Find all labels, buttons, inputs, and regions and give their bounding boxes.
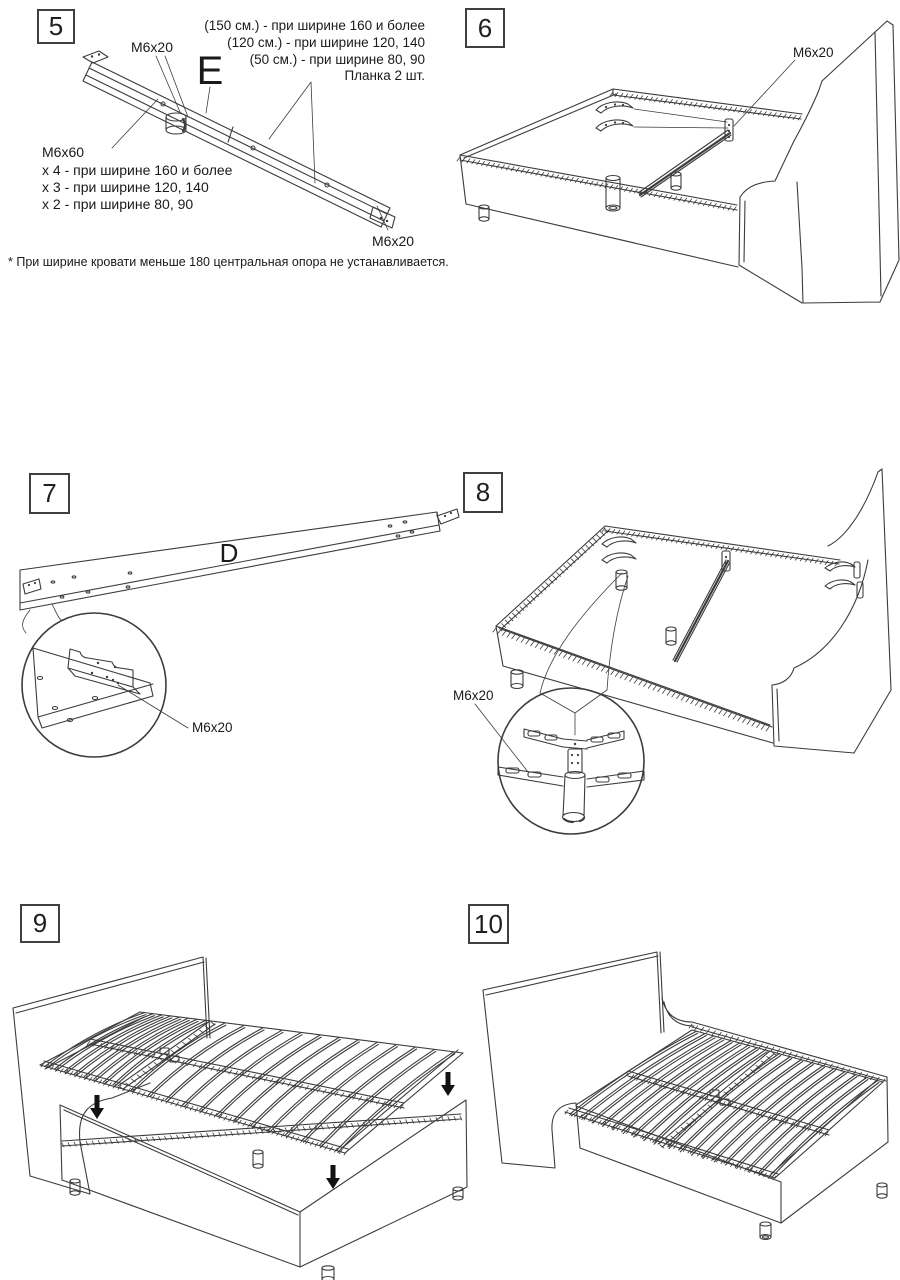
step-9-number: 9 xyxy=(32,908,48,938)
leader-line xyxy=(475,704,528,772)
part-letter-e: E xyxy=(196,49,224,93)
upper-cross-planks xyxy=(524,729,624,749)
hardware-label-m6x20: M6x20 xyxy=(453,688,494,703)
corner-brackets-right xyxy=(825,562,863,598)
center-leg-assembly xyxy=(563,749,586,822)
plank-end-bracket-left xyxy=(23,579,41,594)
exploded-brackets xyxy=(596,102,728,211)
step-7-number: 7 xyxy=(42,478,57,508)
step-7-badge xyxy=(29,473,70,514)
box-center-leg xyxy=(253,1150,263,1168)
bolt-spec-title: M6x60 xyxy=(42,144,85,160)
headboard-fin xyxy=(772,469,891,690)
callout-lines xyxy=(540,573,628,693)
plank-count-label: Планка 2 шт. xyxy=(344,68,425,83)
step-10-badge xyxy=(468,904,509,944)
bolt-spec-1: х 4 - при ширине 160 и более xyxy=(42,162,233,178)
rail-end-bracket-left xyxy=(83,51,108,63)
slat-base xyxy=(565,1030,883,1178)
lower-cross-planks xyxy=(498,767,644,787)
mounting-bracket xyxy=(68,649,140,694)
step-6-number: 6 xyxy=(477,12,493,43)
center-rail xyxy=(673,551,730,662)
step-5-number: 5 xyxy=(48,11,64,41)
right-side-panel xyxy=(739,143,802,303)
hardware-label-m6x20-bottom: M6x20 xyxy=(372,233,415,249)
front-left-leg xyxy=(511,670,523,689)
right-side-panel xyxy=(772,685,891,753)
front-rail xyxy=(460,155,738,267)
rail-support-leg xyxy=(666,627,676,645)
step-8-illustration xyxy=(450,440,900,960)
center-rail xyxy=(638,119,733,197)
slats-left-section xyxy=(45,1013,207,1087)
headboard xyxy=(793,21,899,303)
step-5-badge xyxy=(37,9,75,44)
left-rail xyxy=(460,89,616,158)
down-arrow-center xyxy=(326,1165,340,1189)
back-rail xyxy=(613,89,802,119)
step-8-badge xyxy=(463,472,503,513)
bolt-spec-3: х 2 - при ширине 80, 90 xyxy=(42,196,194,212)
hardware-label-m6x20: M6x20 xyxy=(192,720,233,735)
plank-d-drawing xyxy=(20,509,459,757)
bed-frame-drawing xyxy=(457,21,899,303)
width-option-2: (120 см.) - при ширине 120, 140 xyxy=(227,35,425,50)
headboard-s-curve xyxy=(662,998,694,1026)
down-arrow-left xyxy=(90,1095,104,1119)
width-options-list xyxy=(204,18,425,83)
leader-line xyxy=(734,60,795,126)
box-legs xyxy=(70,1179,463,1280)
slat-base xyxy=(40,1012,463,1153)
step-10-illustration xyxy=(440,890,900,1280)
bolt-spec-list xyxy=(42,144,233,212)
bolt-spec-2: х 3 - при ширине 120, 140 xyxy=(42,179,209,195)
step-7-illustration xyxy=(0,470,460,810)
bed-frame-drawing xyxy=(475,469,891,834)
corner-brackets-left xyxy=(602,537,636,590)
finished-bed-drawing xyxy=(483,952,888,1240)
hardware-label-m6x20: M6x20 xyxy=(793,45,834,60)
step-9-illustration xyxy=(0,890,470,1280)
part-letter-d: D xyxy=(219,538,239,568)
step-8-number: 8 xyxy=(475,477,491,507)
bed-with-slats-drawing xyxy=(13,957,467,1280)
step-6-illustration xyxy=(450,0,900,330)
step-9-badge xyxy=(20,904,60,943)
leader-line xyxy=(118,685,188,728)
step-6-badge xyxy=(465,8,505,48)
footnote-center-support: * При ширине кровати меньше 180 центральная опора не устанавливается. xyxy=(8,255,449,269)
storage-box xyxy=(60,1100,467,1280)
width-option-1: (150 см.) - при ширине 160 и более xyxy=(204,18,425,33)
width-option-3: (50 см.) - при ширине 80, 90 xyxy=(249,52,425,67)
detail-circle xyxy=(22,613,166,757)
step-10-number: 10 xyxy=(474,908,503,939)
hardware-label-m6x20-top: M6x20 xyxy=(130,39,174,55)
